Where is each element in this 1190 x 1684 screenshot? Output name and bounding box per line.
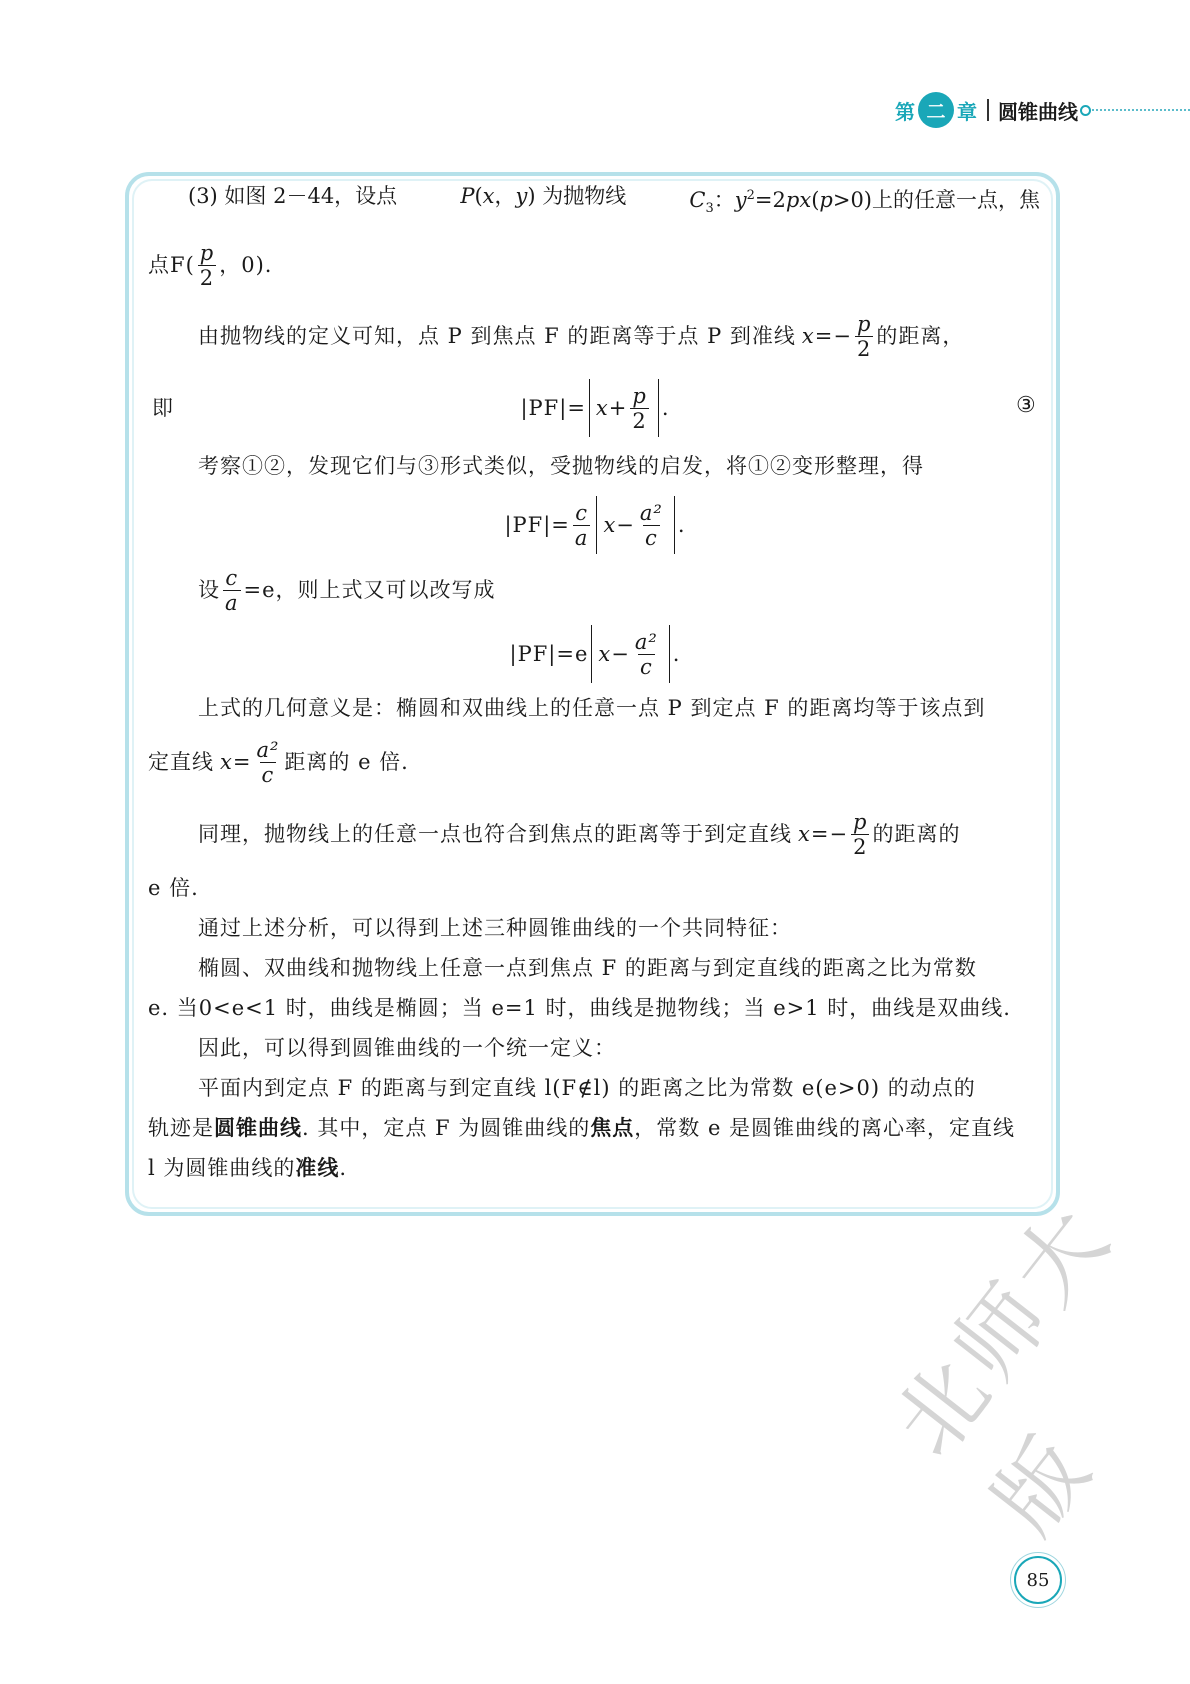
text-line-15: e. 当0<e<1 时，曲线是椭圆；当 e=1 时，曲线是抛物线；当 e>1 时，曲线是双曲线. xyxy=(148,996,1011,1020)
fraction xyxy=(254,738,281,787)
text-seg: 点F( xyxy=(148,253,195,277)
chapter-prefix: 第 xyxy=(895,99,915,124)
fraction xyxy=(851,810,869,859)
fraction xyxy=(855,312,873,361)
text-line-16: 因此，可以得到圆锥曲线的一个统一定义： xyxy=(198,1036,616,1060)
equation-pf-ca xyxy=(0,490,1190,560)
math-var: x xyxy=(482,184,495,208)
numerator: p xyxy=(199,240,215,265)
chapter-label xyxy=(895,92,1078,128)
chapter-suffix: 章 xyxy=(957,99,977,124)
text-seg: ， xyxy=(494,184,516,208)
text-line-9: 上式的几何意义是：椭圆和双曲线上的任意一点 P 到定点 F 的距离均等于该点到 xyxy=(198,696,986,720)
denominator: 2 xyxy=(853,834,868,859)
text-line-2 xyxy=(148,238,272,292)
denominator: 2 xyxy=(856,336,872,361)
denominator: c xyxy=(639,654,653,679)
denominator: c xyxy=(261,762,275,787)
chapter-title: 圆锥曲线 xyxy=(998,99,1078,124)
math-var: x xyxy=(595,396,609,420)
text-seg: l 为圆锥曲线的 xyxy=(148,1156,296,1180)
numerator: a² xyxy=(639,500,663,525)
text-seg: . xyxy=(339,1156,348,1180)
text-seg: ，常数 e 是圆锥曲线的离心率，定直线 xyxy=(634,1116,1016,1140)
math-var: x xyxy=(801,324,815,348)
denominator: 2 xyxy=(199,265,215,290)
equation-pf-e xyxy=(0,622,1190,686)
math-var: x xyxy=(598,642,612,666)
term-directrix: 准线 xyxy=(295,1155,340,1180)
math-var: C xyxy=(689,188,706,212)
text-seg: >0)上的任意一点，焦 xyxy=(832,188,1040,212)
text-line-14: 椭圆、双曲线和抛物线上任意一点到焦点 F 的距离与到定直线的距离之比为常数 xyxy=(198,956,977,980)
text-line-19 xyxy=(148,1154,347,1182)
numerator: c xyxy=(225,565,239,590)
denominator: a xyxy=(574,525,589,550)
superscript: 2 xyxy=(746,188,755,203)
text-seg: =− xyxy=(810,822,849,846)
text-line-7 xyxy=(198,562,496,618)
header-dotted-line xyxy=(1092,109,1190,111)
math-text: . xyxy=(661,396,670,420)
term-focus: 焦点 xyxy=(590,1115,635,1140)
text-line-17: 平面内到定点 F 的距离与到定直线 l(F∉l) 的距离之比为常数 e(e>0) 的动点的 xyxy=(198,1076,976,1100)
text-line-5: 考察①②，发现它们与③形式类似，受抛物线的启发，将①②变形整理，得 xyxy=(198,454,924,478)
math-text: . xyxy=(672,642,681,666)
text-seg: =e，则上式又可以改写成 xyxy=(243,578,496,602)
text-seg: 同理，抛物线上的任意一点也符合到焦点的距离等于到定直线 xyxy=(198,822,792,846)
math-var: P xyxy=(460,184,475,208)
text-seg: 由抛物线的定义可知，点 P 到焦点 F 的距离等于点 P 到准线 xyxy=(198,324,796,348)
text-line-10 xyxy=(148,734,409,790)
math-op: − xyxy=(616,513,635,537)
text-seg: ，0). xyxy=(219,253,273,277)
chapter-header xyxy=(895,92,1190,128)
text-seg: 设 xyxy=(198,578,220,602)
fraction xyxy=(630,384,648,433)
math-var: y xyxy=(734,188,747,212)
math-var: x xyxy=(798,822,811,846)
text-line-12: e 倍. xyxy=(148,876,199,900)
text-seg: ( xyxy=(474,184,483,208)
label-ji: 即 xyxy=(152,396,174,420)
text-line-11 xyxy=(198,806,961,862)
chapter-number-badge: 二 xyxy=(918,92,954,128)
text-line-3 xyxy=(198,308,964,364)
numerator: c xyxy=(575,500,589,525)
math-op: + xyxy=(608,396,628,420)
term-conic: 圆锥曲线 xyxy=(214,1115,302,1140)
math-op: − xyxy=(611,642,630,666)
denominator: a xyxy=(225,590,239,615)
text-line-1 xyxy=(188,182,1040,223)
math-var: px xyxy=(785,188,812,212)
numerator: p xyxy=(856,311,872,336)
absolute-value xyxy=(589,379,659,437)
text-seg: 的距离的 xyxy=(872,822,961,846)
math-text: |PF|=e xyxy=(509,642,589,666)
text-seg: ( xyxy=(811,188,820,212)
absolute-value xyxy=(591,625,669,683)
math-text: . xyxy=(677,513,686,537)
watermark: 北师大版 xyxy=(874,1184,1133,1553)
absolute-value xyxy=(596,496,674,554)
math-text: |PF|= xyxy=(504,513,570,537)
math-var: x xyxy=(603,513,617,537)
math-var: x xyxy=(220,750,233,774)
fraction xyxy=(638,501,665,550)
fraction xyxy=(573,501,591,550)
math-text: |PF|= xyxy=(520,396,586,420)
text-seg: = xyxy=(232,750,252,774)
numerator: a² xyxy=(634,629,658,654)
denominator: c xyxy=(644,525,658,550)
equation-3 xyxy=(0,376,1190,440)
page-number: 85 xyxy=(1014,1556,1062,1604)
numerator: p xyxy=(853,809,868,834)
equation-marker: ③ xyxy=(1016,393,1036,418)
fraction xyxy=(223,566,241,615)
text-seg: 定直线 xyxy=(148,750,214,774)
numerator: p xyxy=(632,383,647,408)
text-seg: 轨迹是 xyxy=(148,1116,214,1140)
divider xyxy=(987,99,989,121)
text-seg: ) 为抛物线 xyxy=(527,184,627,208)
text-seg: =− xyxy=(814,324,852,348)
fraction xyxy=(198,241,216,290)
text-seg: . 其中，定点 F 为圆锥曲线的 xyxy=(302,1116,591,1140)
text-seg: 距离的 e 倍. xyxy=(284,750,409,774)
text-seg: (3) 如图 2－44，设点 xyxy=(188,184,398,208)
math-var: y xyxy=(515,184,528,208)
text-line-13: 通过上述分析，可以得到上述三种圆锥曲线的一个共同特征： xyxy=(198,916,792,940)
fraction xyxy=(633,630,660,679)
numerator: a² xyxy=(256,737,280,762)
denominator: 2 xyxy=(632,408,647,433)
math-var: p xyxy=(819,188,833,212)
text-line-18 xyxy=(148,1114,1015,1142)
text-seg: 的距离， xyxy=(876,324,965,348)
text-seg: =2 xyxy=(754,188,786,212)
text-seg: ： xyxy=(713,188,735,212)
subscript: 3 xyxy=(705,201,714,217)
